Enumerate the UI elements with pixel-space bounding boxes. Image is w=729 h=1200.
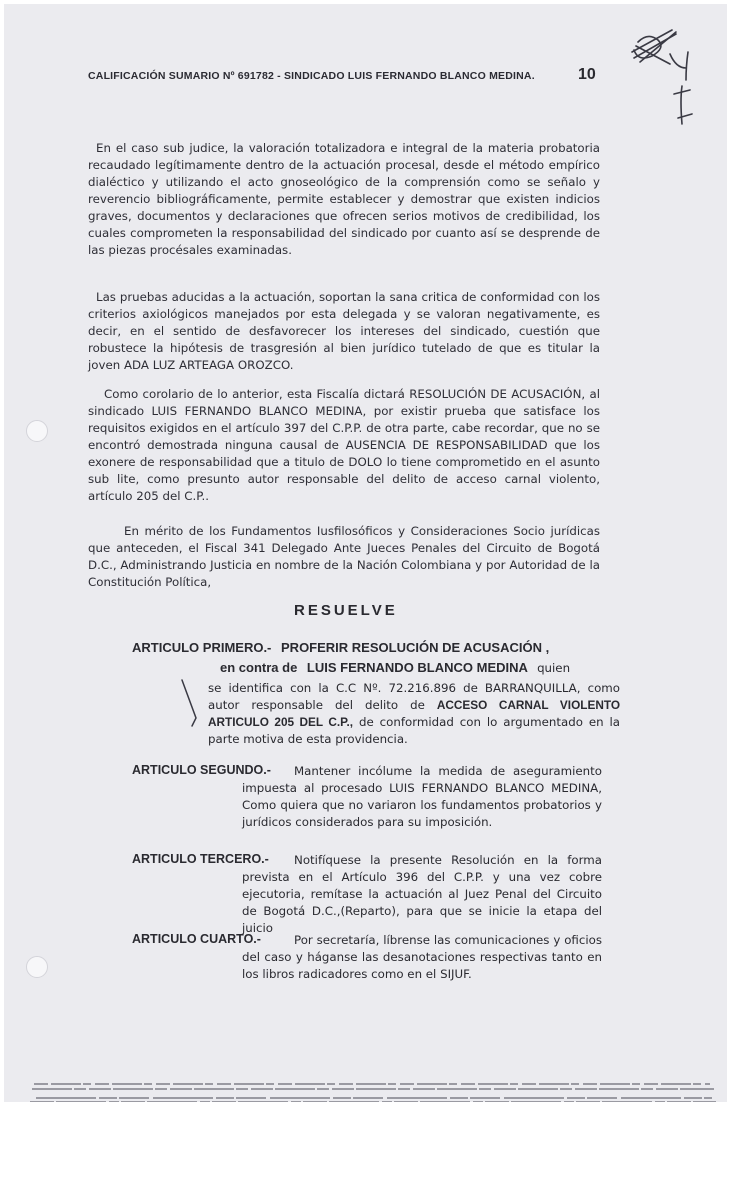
article-tercero-label: ARTICULO TERCERO.- — [132, 852, 269, 866]
document-page — [4, 4, 727, 1102]
document-header: CALIFICACIÓN SUMARIO Nº 691782 - SINDICADO LUIS FERNANDO BLANCO MEDINA. — [88, 70, 535, 82]
article-primero-text-a: se identifica con la C.C Nº. 72.216.896 de BARRANQUILLA, como autor responsable del delito de — [208, 681, 620, 712]
paragraph-pruebas: Las pruebas aducidas a la actuación, soportan la sana critica de conformidad con los criterios axiológicos manejados por esta delegada y se valoran negativamente, es decir, en el sentido de desfavorecer los intereses del sindicado, cuestión que robustece la hipótesis de trasgresión al bien jurídico tutelado de que es titular la joven ADA LUZ ARTEAGA OROZCO. — [88, 290, 600, 372]
article-primero-head1: PROFERIR RESOLUCIÓN DE ACUSACIÓN , — [281, 640, 550, 655]
handwritten-folio-mark — [618, 22, 708, 142]
article-primero-head2-a: en contra de — [220, 660, 298, 675]
article-segundo-label: ARTICULO SEGUNDO.- — [132, 763, 271, 777]
punch-hole — [26, 420, 48, 442]
article-cuarto-label: ARTICULO CUARTO.- — [132, 932, 261, 946]
paragraph-merito: En mérito de los Fundamentos Iusfilosóficos y Consideraciones Socio jurídicas que anteceden, el Fiscal 341 Delegado Ante Jueces Penales del Circuito de Bogotá D.C., Administrando Justicia en nombre de la Nación Colombiana y por Autoridad de la Constitución Política, — [88, 524, 600, 589]
article-primero-label: ARTICULO PRIMERO.- — [132, 640, 272, 655]
article-primero-text — [208, 680, 620, 748]
page-number: 10 — [578, 66, 596, 83]
paragraph-corolario: Como corolario de lo anterior, esta Fiscalía dictará RESOLUCIÓN DE ACUSACIÓN, al sindicado LUIS FERNANDO BLANCO MEDINA, por existir prueba que satisface los requisitos exigidos en el artículo 397 del C.P.P. de otra parte, cabe recordar, que no se encontró demostrada ninguna causal de AUSENCIA DE RESPONSABILIDAD que los exonere de responsabilidad que a titulo de DOLO lo tiene comprometido en el asunto sub lite, como presunto autor responsable del delito de acceso carnal violento, artículo 205 del C.P.. — [88, 387, 600, 503]
article-segundo-text: Mantener incólume la medida de aseguramiento impuesta al procesado LUIS FERNANDO BLANCO MEDINA, Como quiera que no variaron los fundamentos probatorios y jurídicos considerados para su imposición. — [242, 764, 602, 829]
article-primero-text-c: de conformidad con lo argumentado en la parte motiva de esta providencia. — [208, 715, 620, 746]
handwritten-stroke — [180, 678, 200, 728]
article-primero-subheading — [220, 660, 570, 675]
footer-scan-lines — [30, 1076, 718, 1102]
article-primero-heading — [132, 640, 549, 655]
article-cuarto-text: Por secretaría, líbrense las comunicaciones y oficios del caso y háganse las desanotaciones respectivas tanto en los libros radicadores como en el SIJUF. — [242, 933, 602, 981]
resuelve-heading: RESUELVE — [294, 602, 398, 619]
article-primero-accused: LUIS FERNANDO BLANCO MEDINA — [306, 660, 528, 675]
paragraph-valoracion: En el caso sub judice, la valoración totalizadora e integral de la materia probatoria recaudado legítimamente dentro de la actuación procesal, desde el método empírico dialéctico y utilizando el acto gnoseológico de la comprensión como se señalo y reverencio bibliográficamente, permite establecer y demostrar que existen indicios graves, documentos y declaraciones que ofrecen serios motivos de credibilidad, los cuales comprometen la responsabilidad del sindicado por cuanto así se desprende de las piezas procésales examinadas. — [88, 141, 600, 257]
article-primero-offense: ACCESO CARNAL VIOLENTO ARTICULO 205 DEL C.P., — [208, 698, 621, 729]
punch-hole — [26, 956, 48, 978]
article-tercero-text: Notifíquese la presente Resolución en la forma prevista en el Artículo 396 del C.P.P. y una vez cobre ejecutoria, remítase la actuación al Juez Penal del Circuito de Bogotá D.C.,(Reparto), para que se inicie la etapa del juicio — [242, 853, 602, 935]
article-primero-head2-c: quien — [537, 661, 571, 675]
